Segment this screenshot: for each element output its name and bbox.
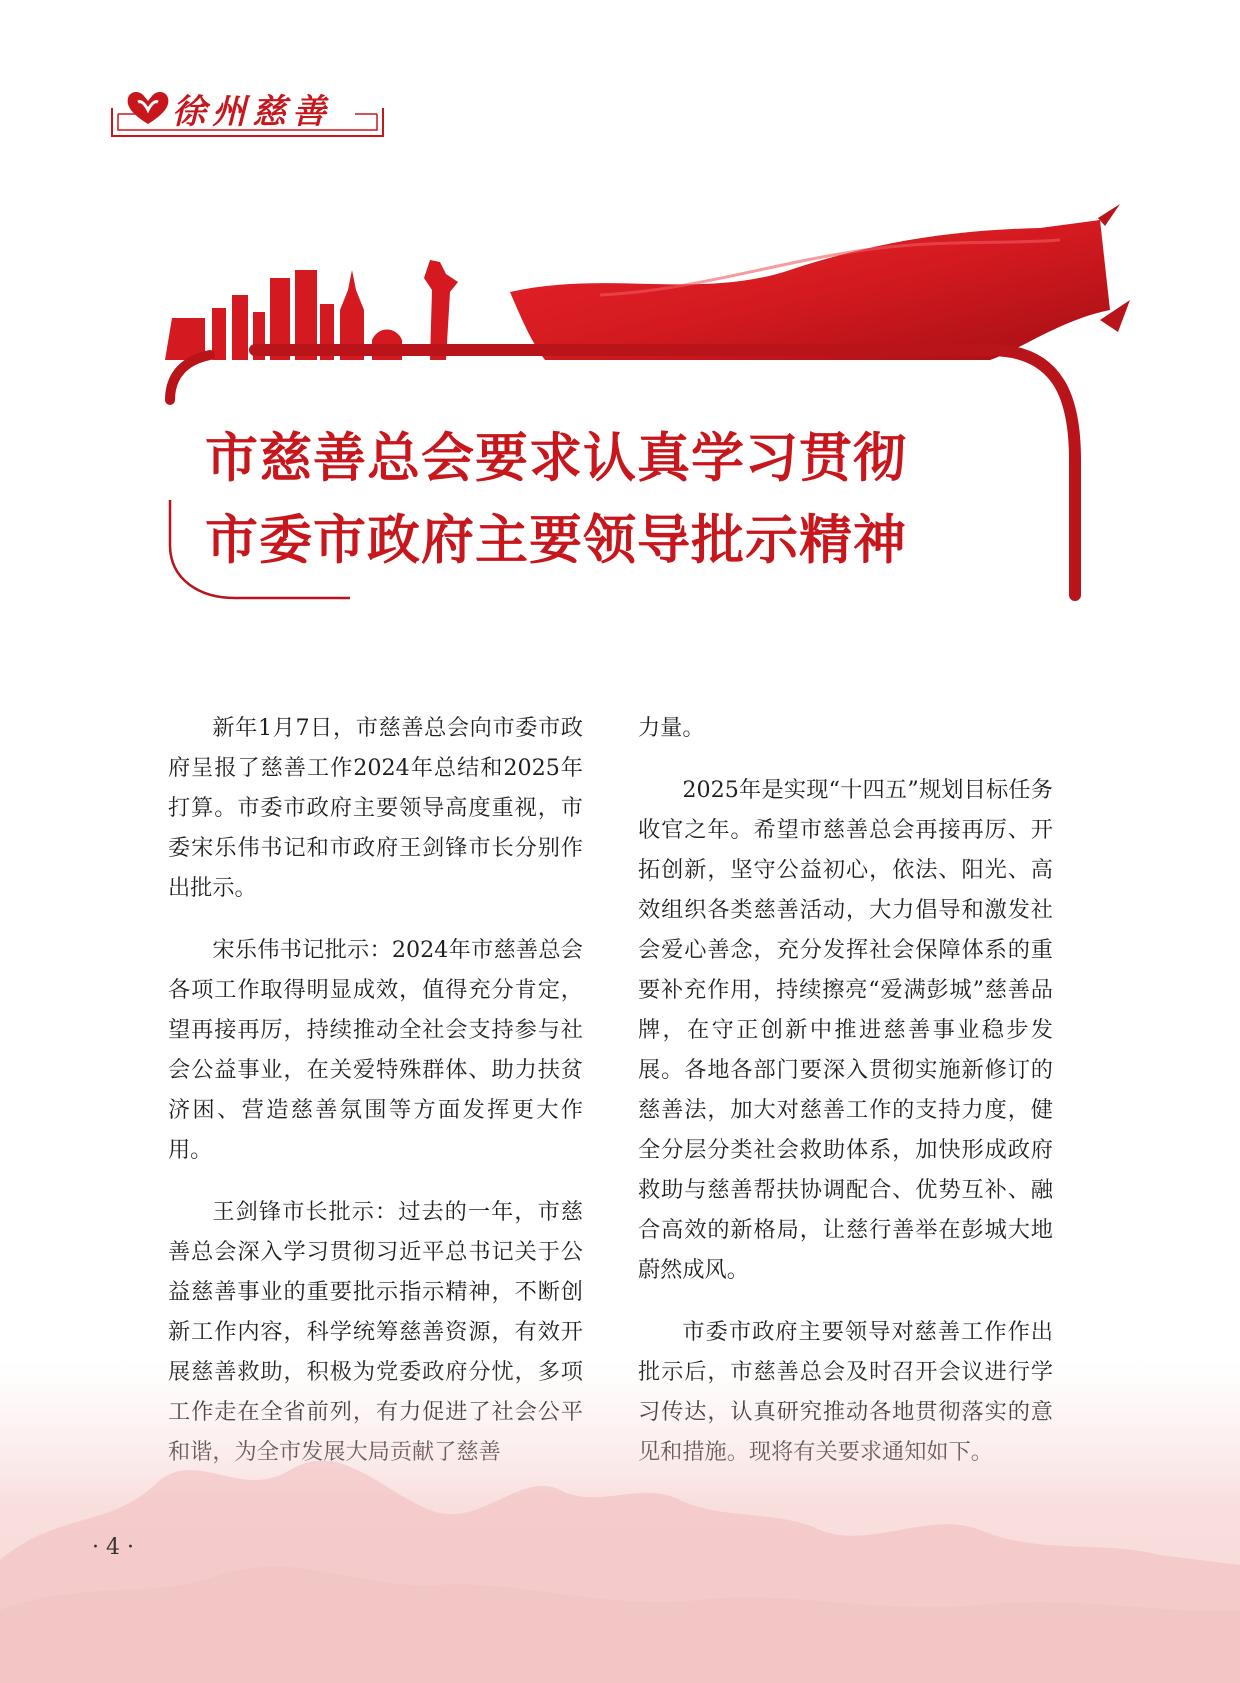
paragraph: 新年1月7日，市慈善总会向市委市政府呈报了慈善工作2024年总结和2025年打算。市委市政府主要领导高度重视，市委宋乐伟书记和市政府王剑锋市长分别作出批示。 xyxy=(168,715,583,901)
masthead xyxy=(110,78,385,140)
paragraph: 市委市政府主要领导对慈善工作作出 xyxy=(682,1319,1053,1345)
paragraph: 力量。 xyxy=(638,715,705,741)
paragraph: 2025年是实现“十四五”规划目标任务收官之年。希望市慈善总会再接再厉、开拓创新，坚守公益初心，依法、阳光、高效组织各类慈善活动，大力倡导和激发社会爱心善念，充分发挥社会保障体系的重要补充作用，持续擦亮“爱满彭城”慈善品牌，在守正创新中推进慈善事业稳步发展。各地各部门要深入贯彻实施新修订的慈善法，加大对慈善工作的支持力度，健全分层分类社会救助体系，加快形成政府救助与慈善帮扶协调配合、优势互补、融合高效的新格局，让慈行善举在彭城大地蔚然成风。 xyxy=(638,777,1053,1283)
title-line-1: 市慈善总会要求认真学习贯彻 xyxy=(205,428,907,489)
heart-hands-icon xyxy=(124,88,172,128)
title-line-2: 市委市政府主要领导批示精神 xyxy=(205,510,907,571)
paragraph: 宋乐伟书记批示：2024年市慈善总会各项工作取得明显成效，值得充分肯定，望再接再厉，持续推动全社会支持参与社会公益事业，在关爱特殊群体、助力扶贫济困、营造慈善氛围等方面发挥更大作用。 xyxy=(168,937,583,1163)
paragraph: 王剑锋市长批示：过去的一年，市慈善总会深入学习贯彻习近平总书记关于公益慈善事业的重要批示指示精神，不断创新工作内容，科学统筹慈善资源，有效开 xyxy=(168,1199,583,1345)
masthead-logo-text: 徐州慈善 xyxy=(172,92,332,132)
article-title xyxy=(205,418,1065,582)
mountain-wash-decoration xyxy=(0,1360,1240,1683)
page-number: · 4 · xyxy=(92,1535,134,1560)
